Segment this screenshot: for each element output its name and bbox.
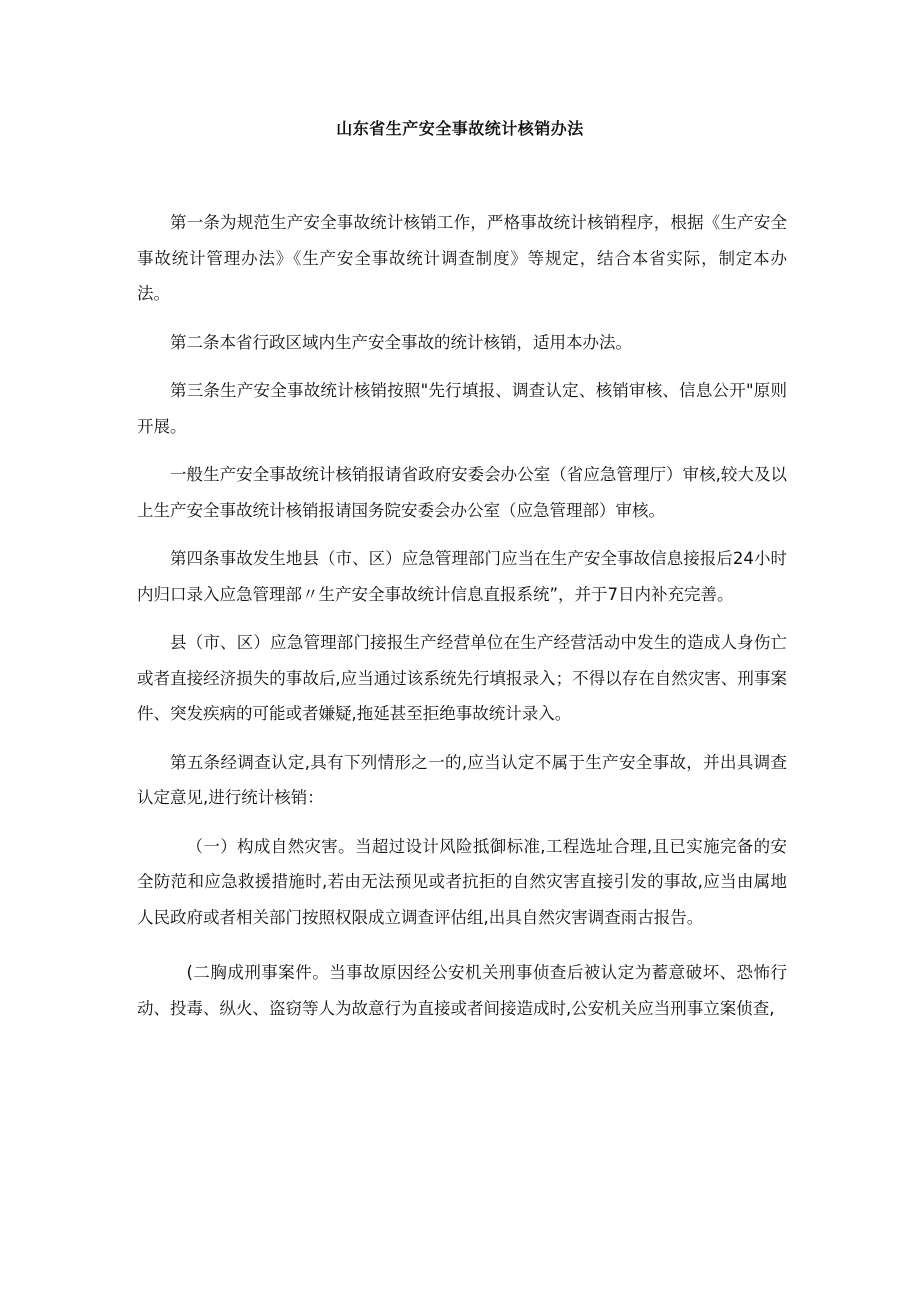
article-2-paragraph: 第二条本省行政区域内生产安全事故的统计核销，适用本办法。	[170, 332, 632, 352]
article-5-paragraph: 第五条经调查认定,具有下列情形之一的,应当认定不属于生产安全事故，并出具调查认定意见,进行统计核销：	[137, 752, 787, 807]
article-4-paragraph: 第四条事故发生地县（市、区）应急管理部门应当在生产安全事故信息接报后24小时内归口录入应急管理部〃生产安全事故统计信息直报系统”，并于7日内补充完善。	[137, 549, 787, 604]
article-1-paragraph: 第一条为规范生产安全事故统计核销工作，严格事故统计核销程序，根据《生产安全事故统计管理办法》《生产安全事故统计调查制度》等规定，结合本省实际，制定本办法。	[137, 213, 787, 303]
article-3-paragraph: 第三条生产安全事故统计核销按照"先行填报、调查认定、核销审核、信息公开"原则开展。	[137, 381, 787, 436]
article-4-county-paragraph: 县（市、区）应急管理部门接报生产经营单位在生产经营活动中发生的造成人身伤亡或者直接经济损失的事故后,应当通过该系统先行填报录入；不得以存在自然灾害、刑事案件、突发疾病的可能或者嫌疑,拖延甚至拒绝事故统计录入。	[137, 633, 787, 723]
article-5-item-1-paragraph: （一）构成自然灾害。当超过设计风险抵御标准,工程选址合理,且已实施完备的安全防范和应急救援措施时,若由无法预见或者抗拒的自然灾害直接引发的事故,应当由属地人民政府或者相关部门按照权限成立调查评估组,出具自然灾害调查雨古报告。	[137, 836, 787, 927]
article-3-review-paragraph: 一般生产安全事故统计核销报请省政府安委会办公室（省应急管理厅）审核,较大及以上生产安全事故统计核销报请国务院安委会办公室（应急管理部）审核。	[137, 465, 787, 520]
document-title: 山东省生产安全事故统计核销办法	[336, 119, 584, 138]
document-body	[137, 205, 787, 1039]
article-5-item-2-paragraph: (二胸成刑事案件。当事故原因经公安机关刑事侦查后被认定为蓄意破坏、恐怖行动、投毒、纵火、盗窃等人为故意行为直接或者间接造成时,公安机关应当刑事立案侦查,	[137, 963, 787, 1018]
